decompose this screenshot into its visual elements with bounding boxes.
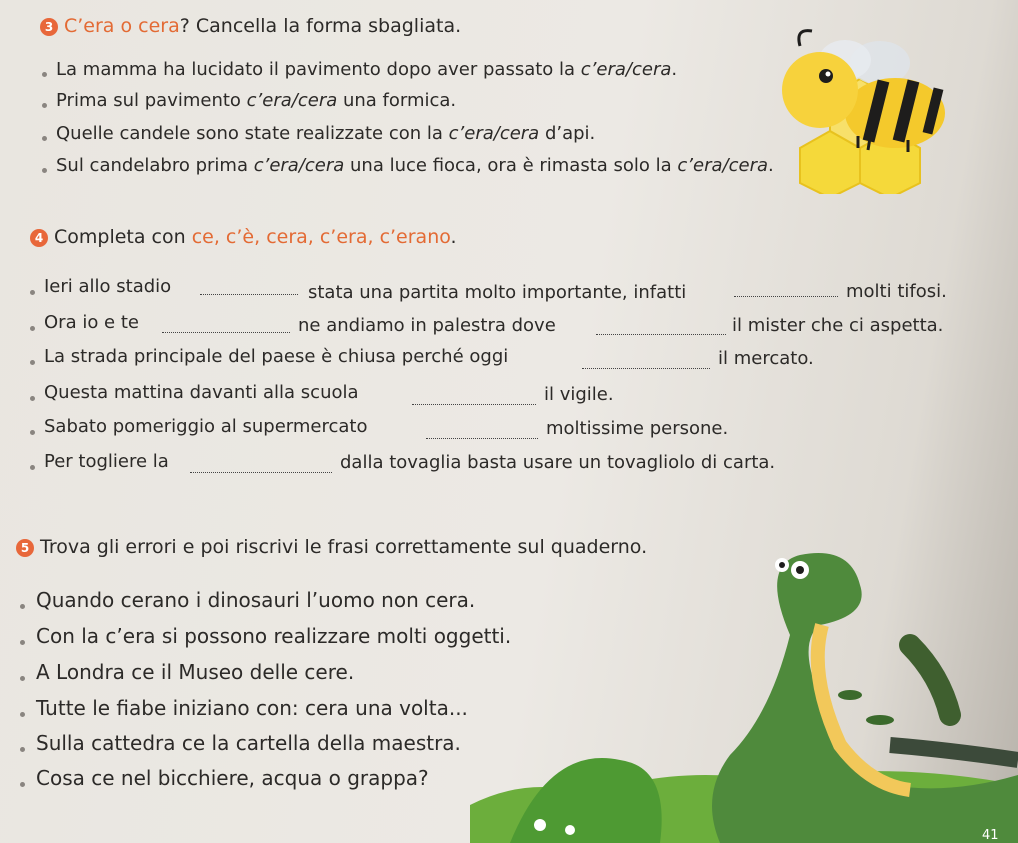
exercise-3-title-rest: ? Cancella la forma sbagliata.	[179, 15, 462, 37]
ex4-line-3-blank[interactable]	[582, 354, 710, 369]
ex3-line-1-end: .	[671, 59, 678, 80]
ex3-line-4-choice-2[interactable]: c’era/cera	[677, 155, 768, 176]
bullet	[30, 465, 35, 470]
ex5-line-5: Sulla cattedra ce la cartella della maestra.	[36, 731, 461, 755]
ex3-line-3-choice[interactable]: c’era/cera	[448, 123, 540, 144]
ex4-line-3-part-a: La strada principale del paese è chiusa perché oggi	[44, 346, 509, 367]
exercise-3-title	[64, 15, 461, 37]
ex3-line-2-text: Prima sul pavimento	[56, 90, 247, 111]
bullet	[30, 290, 35, 295]
bullet	[42, 168, 47, 173]
ex4-line-2-part-a: Ora io e te	[44, 312, 139, 333]
bullet	[30, 360, 35, 365]
ex4-line-1-part-b: stata una partita molto importante, infatti	[308, 282, 687, 303]
exercise-4-title-start: Completa con	[54, 226, 192, 248]
ex3-line-4	[56, 155, 774, 176]
exercise-4-title-words: ce, c’è, cera, c’era, c’erano	[191, 226, 451, 248]
ex3-line-1	[56, 59, 677, 80]
ex5-line-4: Tutte le fiabe iniziano con: cera una volta...	[36, 696, 468, 720]
exercise-5-title: Trova gli errori e poi riscrivi le frasi correttamente sul quaderno.	[40, 536, 648, 558]
ex4-line-6-part-b: dalla tovaglia basta usare un tovagliolo di carta.	[340, 452, 776, 473]
bullet	[20, 712, 25, 717]
ex3-line-2-end: una formica.	[337, 90, 457, 111]
ex4-line-2-blank-1[interactable]	[162, 318, 290, 333]
ex4-line-1-part-c: molti tifosi.	[846, 281, 947, 302]
ex4-line-1-part-a: Ieri allo stadio	[44, 276, 172, 297]
ex3-line-1-choice[interactable]: c’era/cera	[580, 59, 672, 80]
exercise-4-title	[54, 226, 457, 248]
ex4-line-2-part-b: ne andiamo in palestra dove	[298, 315, 556, 336]
bullet	[42, 103, 47, 108]
ex3-line-2	[56, 90, 456, 111]
ex5-line-2: Con la c’era si possono realizzare molti oggetti.	[36, 624, 512, 648]
bullet	[20, 640, 25, 645]
bullet	[20, 782, 25, 787]
bullet	[30, 396, 35, 401]
ex4-line-6-blank[interactable]	[190, 458, 332, 473]
ex4-line-1-blank-1[interactable]	[200, 280, 298, 295]
ex4-line-4-part-b: il vigile.	[544, 384, 614, 405]
ex3-line-2-choice[interactable]: c’era/cera	[246, 90, 338, 111]
ex3-line-3-text: Quelle candele sono state realizzate con la	[56, 123, 449, 144]
bullet	[30, 430, 35, 435]
bullet	[42, 136, 47, 141]
page-number: 41	[982, 828, 999, 843]
ex4-line-4-blank[interactable]	[412, 390, 536, 405]
ex3-line-4-end: .	[768, 155, 774, 176]
bullet	[20, 676, 25, 681]
exercise-4-title-end: .	[450, 226, 457, 248]
ex5-line-1: Quando cerano i dinosauri l’uomo non cera.	[36, 588, 476, 612]
ex3-line-4-text: Sul candelabro prima	[56, 155, 254, 176]
ex4-line-5-part-a: Sabato pomeriggio al supermercato	[44, 416, 368, 437]
exercise-3-number: 3	[40, 18, 58, 36]
exercise-5-number: 5	[16, 539, 34, 557]
exercise-4-number: 4	[30, 229, 48, 247]
ex3-line-4-mid: una luce fioca, ora è rimasta solo la	[344, 155, 678, 176]
ex3-line-3-end: d’api.	[539, 123, 596, 144]
ex4-line-5-part-b: moltissime persone.	[546, 418, 729, 439]
ex4-line-2-part-c: il mister che ci aspetta.	[732, 315, 944, 336]
ex5-line-3: A Londra ce il Museo delle cere.	[36, 660, 355, 684]
ex4-line-5-blank[interactable]	[426, 424, 538, 439]
ex4-line-2-blank-2[interactable]	[596, 320, 726, 335]
bullet	[20, 747, 25, 752]
ex3-line-3	[56, 123, 595, 144]
bee-illustration	[730, 18, 960, 194]
bullet	[42, 72, 47, 77]
bullet	[20, 604, 25, 609]
ex5-line-6: Cosa ce nel bicchiere, acqua o grappa?	[36, 766, 429, 790]
bullet	[30, 326, 35, 331]
dinosaur-illustration	[470, 545, 1018, 843]
ex4-line-4-part-a: Questa mattina davanti alla scuola	[44, 382, 359, 403]
ex4-line-6-part-a: Per togliere la	[44, 451, 169, 472]
ex4-line-3-part-b: il mercato.	[718, 348, 814, 369]
exercise-3-title-accent: C’era o cera	[64, 15, 180, 37]
ex3-line-1-text: La mamma ha lucidato il pavimento dopo aver passato la	[56, 59, 581, 80]
ex4-line-1-blank-2[interactable]	[734, 282, 838, 297]
ex3-line-4-choice[interactable]: c’era/cera	[253, 155, 345, 176]
